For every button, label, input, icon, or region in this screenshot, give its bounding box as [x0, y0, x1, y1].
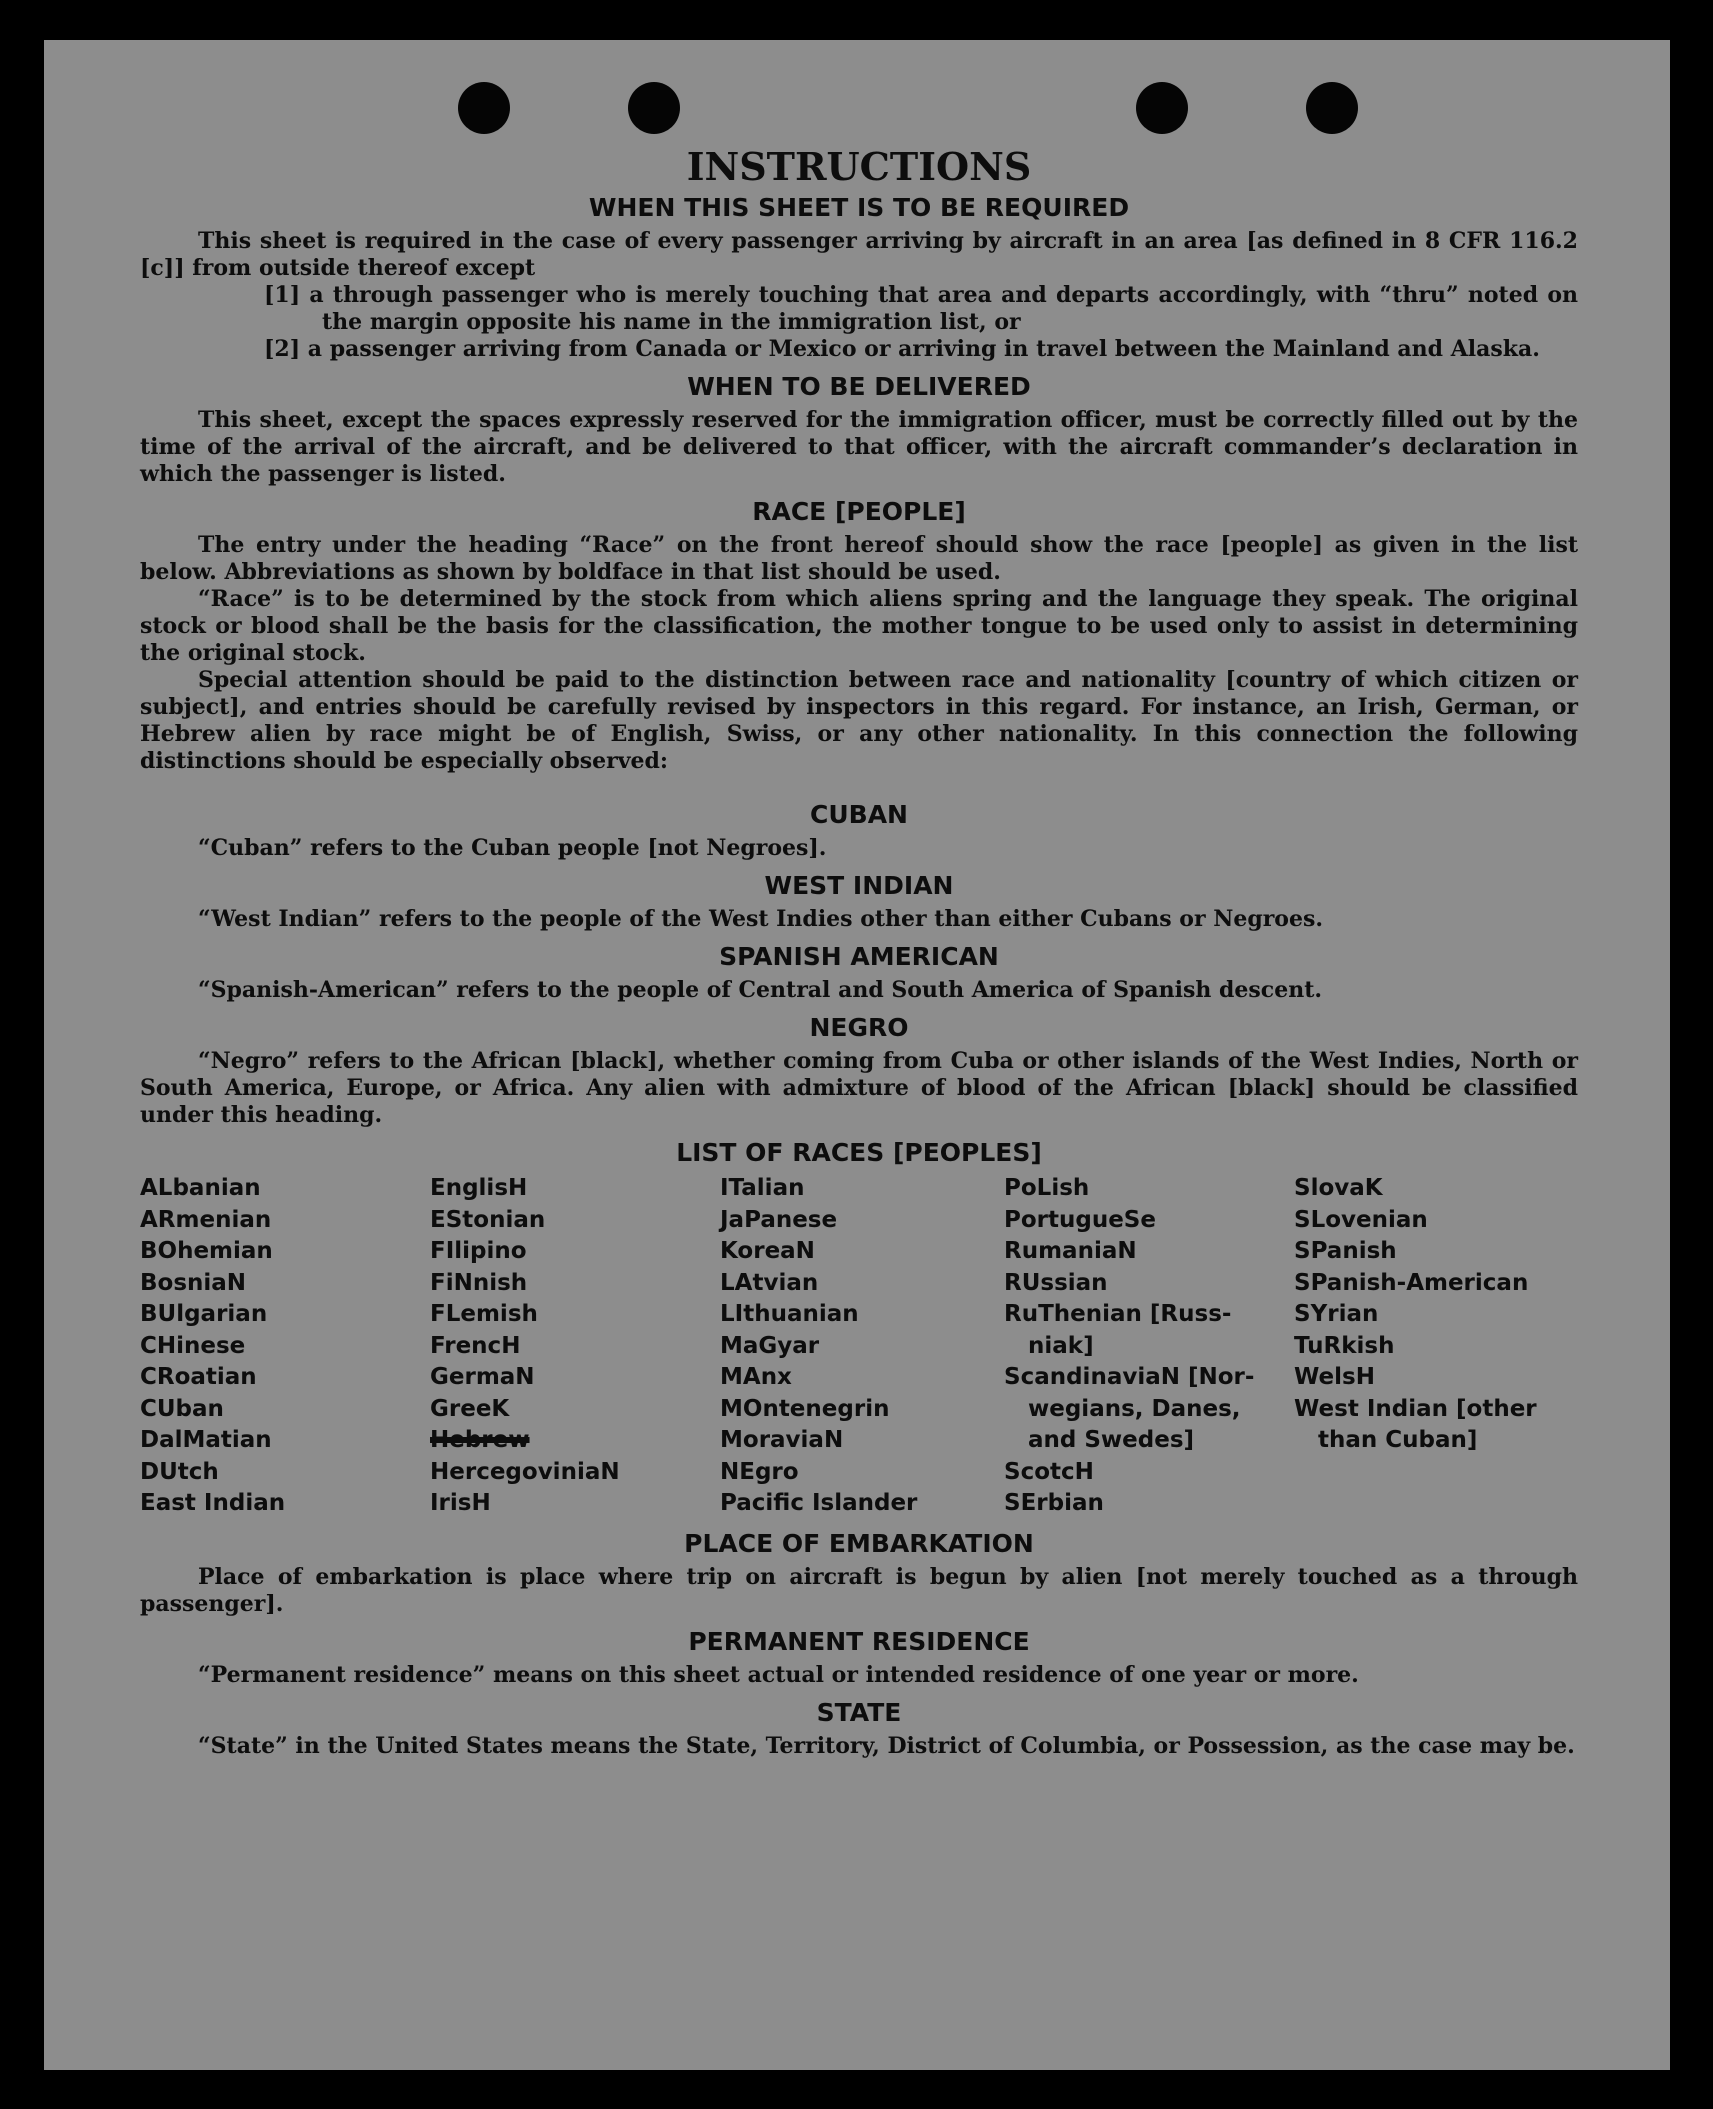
when-delivered-text: This sheet, except the spaces expressly reserved for the immigration officer, must be correctly filled out by the time of the arrival of the aircraft, and be delivered to that officer, with the aircraft commander’s declaration in which the passenger is listed.: [140, 407, 1578, 487]
west-indian-text: “West Indian” refers to the people of the West Indies other than either Cubans or Negroes.: [198, 906, 1324, 932]
exception-item: [1] a through passenger who is merely touching that area and departs accordingly, with “thru” noted on the margin opposite his name in the immigration list, or: [264, 282, 1578, 335]
race-item: GreeK: [430, 1395, 510, 1422]
race-item: RuThenian [Russ-: [1004, 1301, 1232, 1327]
exception-item: [2] a passenger arriving from Canada or Mexico or arriving in travel between the Mainland and Alaska.: [264, 336, 1540, 362]
race-item: SPanish-American: [1294, 1269, 1529, 1296]
race-item-continued: than Cuban]: [1318, 1427, 1478, 1453]
race-item: IrisH: [430, 1490, 491, 1516]
race-column: [1004, 1173, 1294, 1520]
race-paragraph: The entry under the heading “Race” on the front hereof should show the race [people] as given in the list below. Abbreviations as shown by boldface in that list should be used.: [140, 532, 1578, 585]
race-item: ScotcH: [1004, 1458, 1094, 1485]
embarkation-text: Place of embarkation is place where trip on aircraft is begun by alien [not merely touched as a through passenger].: [140, 1563, 1578, 1617]
heading-cuban: CUBAN: [810, 800, 908, 829]
heading-permanent-residence: PERMANENT RESIDENCE: [688, 1626, 1030, 1656]
heading-state: STATE: [816, 1697, 902, 1727]
race-item: BUlgarian: [140, 1301, 268, 1327]
race-item: MOntenegrin: [720, 1395, 890, 1422]
race-item: Pacific Islander: [720, 1490, 918, 1516]
race-item: PortugueSe: [1004, 1206, 1156, 1233]
race-item: SYrian: [1294, 1301, 1379, 1327]
race-item: MoraviaN: [720, 1427, 844, 1453]
punch-hole: [1306, 82, 1358, 134]
race-item: WelsH: [1294, 1364, 1375, 1390]
race-item: ITalian: [720, 1175, 805, 1201]
race-item: MAnx: [720, 1364, 792, 1390]
heading-list-of-races: LIST OF RACES [PEOPLES]: [676, 1138, 1042, 1167]
race-paragraph: “Race” is to be determined by the stock from which aliens spring and the language they speak. The original stock or blood shall be the basis for the classification, the mother tongue to be used only to assist in determining the original stock.: [140, 586, 1578, 666]
race-item: ARmenian: [140, 1206, 272, 1233]
race-item: East Indian: [140, 1490, 286, 1516]
race-item: CUban: [140, 1395, 224, 1422]
heading-when-required: WHEN THIS SHEET IS TO BE REQUIRED: [588, 193, 1130, 222]
race-column: [430, 1173, 720, 1520]
race-item: ALbanian: [140, 1175, 261, 1201]
state-text: “State” in the United States means the State, Territory, District of Columbia, or Possession, as the case may be.: [198, 1732, 1575, 1759]
negro-text: “Negro” refers to the African [black], whether coming from Cuba or other islands of the West Indies, North or South America, Europe, or Africa. Any alien with admixture of blood of the African [black] should be classified under this heading.: [140, 1048, 1578, 1128]
heading-west-indian: WEST INDIAN: [764, 871, 954, 900]
race-item: LIthuanian: [720, 1301, 859, 1327]
race-item: EnglisH: [430, 1175, 528, 1201]
race-item: PoLish: [1004, 1175, 1090, 1201]
instructions-content: [140, 144, 1578, 1760]
when-required-text: This sheet is required in the case of every passenger arriving by aircraft in an area [as defined in 8 CFR 116.2 [c]] from outside thereof except: [140, 228, 1578, 281]
heading-when-delivered: WHEN TO BE DELIVERED: [687, 372, 1031, 401]
race-item: TuRkish: [1294, 1332, 1395, 1359]
race-item: West Indian [other: [1294, 1395, 1537, 1422]
race-item: FLemish: [430, 1301, 538, 1327]
race-list: [140, 1173, 1578, 1520]
race-item: SlovaK: [1294, 1175, 1383, 1201]
race-item: SPanish: [1294, 1238, 1397, 1264]
document-sheet: [44, 40, 1670, 2070]
heading-negro: NEGRO: [809, 1013, 909, 1042]
race-item: FIlipino: [430, 1238, 527, 1264]
race-item-struck: Hebrew: [430, 1427, 530, 1453]
race-column: [140, 1173, 430, 1520]
race-item: CHinese: [140, 1332, 246, 1359]
heading-embarkation: PLACE OF EMBARKATION: [684, 1528, 1034, 1558]
race-item: DUtch: [140, 1458, 219, 1485]
race-item: DalMatian: [140, 1427, 272, 1453]
race-item: EStonian: [430, 1206, 546, 1233]
heading-race: RACE [PEOPLE]: [752, 497, 966, 526]
race-item: JaPanese: [720, 1206, 838, 1233]
spanish-american-text: “Spanish-American” refers to the people of Central and South America of Spanish descent.: [198, 977, 1323, 1003]
heading-spanish-american: SPANISH AMERICAN: [719, 942, 999, 971]
race-item: KoreaN: [720, 1238, 815, 1264]
cuban-text: “Cuban” refers to the Cuban people [not Negroes].: [198, 835, 827, 861]
page-title: INSTRUCTIONS: [686, 144, 1032, 189]
race-item: SErbian: [1004, 1490, 1104, 1516]
race-item: CRoatian: [140, 1364, 257, 1390]
race-item: NEgro: [720, 1458, 799, 1485]
punch-hole: [1136, 82, 1188, 134]
race-item: RumaniaN: [1004, 1238, 1137, 1264]
race-item: RUssian: [1004, 1269, 1108, 1296]
race-item: GermaN: [430, 1364, 535, 1390]
race-item: SLovenian: [1294, 1206, 1428, 1233]
race-paragraph: Special attention should be paid to the distinction between race and nationality [country of which citizen or subject], and entries should be carefully revised by inspectors in this regard. For instance, an Irish, German, or Hebrew alien by race might be of English, Swiss, or any other nationality. In this connection the following distinctions should be especially observed:: [140, 667, 1578, 774]
race-item-continued: niak]: [1028, 1332, 1094, 1359]
residence-text: “Permanent residence” means on this sheet actual or intended residence of one year or more.: [198, 1661, 1359, 1688]
race-item: FiNnish: [430, 1269, 528, 1296]
race-column: [1294, 1173, 1578, 1520]
race-column: [720, 1173, 1004, 1520]
race-item-continued: wegians, Danes,: [1028, 1395, 1241, 1422]
race-item: ScandinaviaN [Nor-: [1004, 1364, 1255, 1390]
race-item: LAtvian: [720, 1269, 819, 1296]
punch-hole: [628, 82, 680, 134]
race-item: FrencH: [430, 1332, 521, 1359]
race-item: BosniaN: [140, 1269, 247, 1296]
race-item: BOhemian: [140, 1238, 273, 1264]
race-item: HercegoviniaN: [430, 1458, 620, 1485]
race-item: MaGyar: [720, 1332, 820, 1359]
race-item-continued: and Swedes]: [1028, 1427, 1195, 1453]
punch-hole: [458, 82, 510, 134]
